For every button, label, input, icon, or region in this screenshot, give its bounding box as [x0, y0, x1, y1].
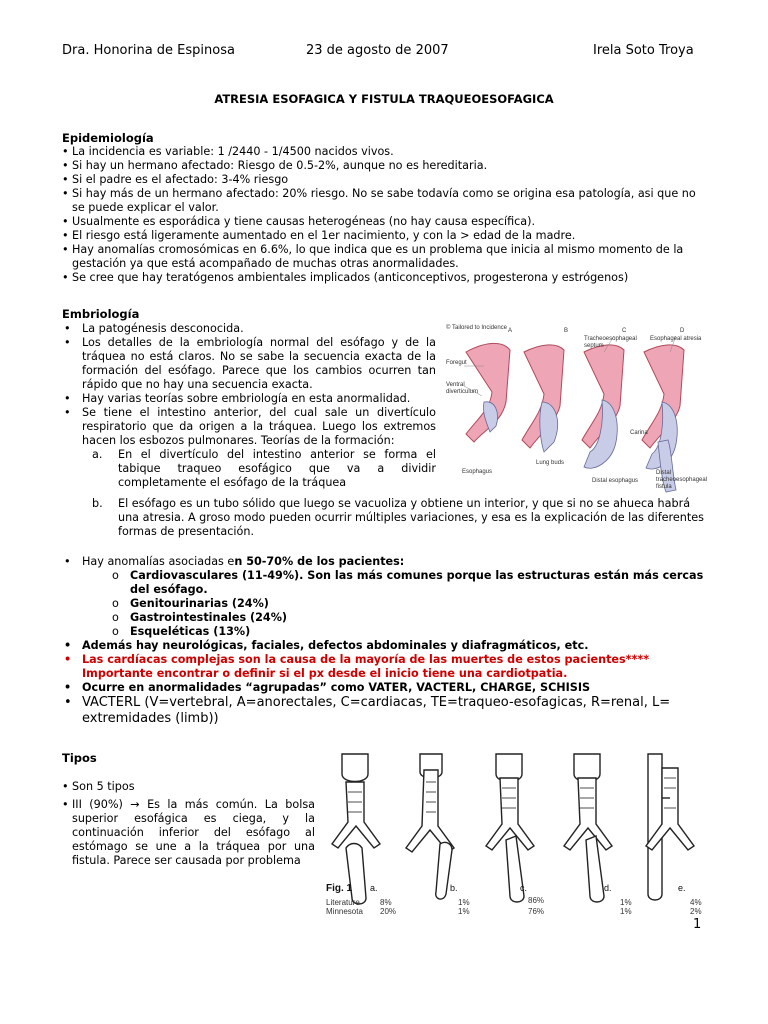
neuro-item: • Además hay neurológicas, faciales, defectos abdominales y diafragmáticos, etc.	[62, 639, 707, 653]
embriologia-heading: Embriología	[62, 307, 140, 321]
pct-cell: 1%	[458, 907, 470, 916]
types-illustration	[324, 748, 708, 920]
theory-b-marker: b.	[92, 497, 103, 510]
ventral-label: Ventral diverticulum	[446, 382, 479, 395]
page-number: 1	[693, 917, 702, 932]
type-letter: d.	[604, 883, 612, 893]
header-student: Irela Soto Troya	[593, 43, 694, 58]
epidemiologia-list	[62, 145, 702, 285]
figure-caption: © Tailored to Incidence	[446, 325, 508, 331]
list-item: • La patogénesis desconocida.	[62, 322, 436, 336]
embriologia-list	[62, 322, 436, 448]
pct-cell: 1%	[620, 898, 632, 907]
anomalias-intro-text: Hay anomalías asociadas e	[82, 555, 235, 568]
list-item: • Son 5 tipos	[62, 780, 315, 794]
list-item: o Genitourinarias (24%)	[62, 597, 707, 611]
list-item: o Gastrointestinales (24%)	[62, 611, 707, 625]
row-label-minnesota: Minnesota	[326, 907, 363, 916]
anomalias-intro-list	[62, 555, 707, 569]
list-item: • Si el padre es el afectado: 3-4% riesgo	[62, 173, 702, 187]
section-embriologia	[62, 322, 436, 490]
agrupadas-item: • Ocurre en anormalidades “agrupadas” como VATER, VACTERL, CHARGE, SCHISIS	[62, 681, 707, 695]
header-date: 23 de agosto de 2007	[306, 43, 449, 58]
pct-cell: 1%	[458, 898, 470, 907]
list-item: • Hay varias teorías sobre embriología en esta anormalidad.	[62, 392, 436, 406]
list-item: • Se tiene el intestino anterior, del cual sale un divertículo respiratorio que da origen a la tráquea. Luego los extremos hacen los esbozos pulmonares. Teorías de la formación:	[62, 406, 436, 448]
list-item: • Hay anomalías cromosómicas en 6.6%, lo que indica que es un problema que inicia al mismo momento de la gestación ya que está acompañado de muchas otras anormalidades.	[62, 243, 702, 271]
tipos-list	[62, 780, 315, 868]
list-item: • La incidencia es variable: 1 /2440 - 1/4500 nacidos vivos.	[62, 145, 702, 159]
theory-list	[62, 448, 436, 490]
section-tipos	[62, 780, 315, 868]
list-item: • Se cree que hay teratógenos ambientales implicados (anticonceptivos, progesterona y estrógenos)	[62, 271, 702, 285]
list-item: • El riesgo está ligeramente aumentado en el 1er nacimiento, y con la > edad de la madre.	[62, 229, 702, 243]
document-title: ATRESIA ESOFAGICA Y FISTULA TRAQUEOESOFAGICA	[214, 92, 554, 106]
vacterl-item: • VACTERL (V=vertebral, A=anorectales, C=cardiacas, TE=traqueo-esofagicas, R=renal, L= extremidades (limb))	[62, 695, 707, 727]
list-item: • III (90%) → Es la más común. La bolsa superior esofágica es ciega, y la continuación inferior del esófago al estómago se une a la tráquea por una fistula. Parece ser causada por problema	[62, 798, 315, 868]
theory-a-marker: a.	[92, 448, 103, 461]
section-epidemiologia	[62, 131, 702, 285]
carina-label: Carina	[630, 430, 648, 436]
type-letter: a.	[370, 883, 378, 893]
section-anomalias	[62, 555, 707, 727]
anomalias-list	[62, 569, 707, 639]
panel-label: B	[564, 328, 569, 334]
esoph-atresia-label: Esophageal atresia	[650, 336, 702, 342]
te-septum-label: Tracheoesophageal septum	[584, 336, 637, 349]
fistula-label: Distal tracheoesophageal fistula	[656, 470, 708, 490]
row-label-literature: Literature	[326, 898, 360, 907]
type-letter: e.	[678, 883, 686, 893]
list-item: • Si hay un hermano afectado: Riesgo de 0.5-2%, aunque no es hereditaria.	[62, 159, 702, 173]
theory-b-text: El esófago es un tubo sólido que luego se vacuoliza y obtiene un interior, y que si no se ahueca habrá una atresia. A groso modo pueden ocurrir múltiples variaciones, y esa es la explicación de las diferentes formas de presentación.	[118, 497, 704, 538]
pct-cell: 20%	[380, 907, 397, 916]
anomalias-intro	[62, 555, 707, 569]
panel-label: A	[508, 328, 513, 334]
list-item: o Esqueléticas (13%)	[62, 625, 707, 639]
tipos-heading: Tipos	[62, 751, 97, 765]
list-item: • Usualmente es esporádica y tiene causas heterogéneas (no hay causa específica).	[62, 215, 702, 229]
lung-buds-label: Lung buds	[536, 460, 565, 466]
pct-cell: 76%	[528, 907, 545, 916]
distal-label: Distal esophagus	[592, 478, 639, 484]
pct-cell: 86%	[528, 896, 545, 905]
panel-label: C	[622, 328, 627, 334]
theory-b-list	[62, 497, 707, 539]
theory-b	[62, 497, 707, 539]
foregut-label: Foregut	[446, 360, 467, 366]
fig-number: Fig. 1	[326, 883, 353, 894]
list-item: o Cardiovasculares (11-49%). Son las más comunes porque las estructuras están más cercas del esófago.	[62, 569, 707, 597]
theory-a-text: En el divertículo del intestino anterior se forma el tabique traqueo esofágico que va a dividir completamente el esófago de la tráquea	[118, 448, 436, 489]
header-author: Dra. Honorina de Espinosa	[62, 43, 235, 58]
anomalias-extra-list	[62, 639, 707, 727]
cardio-warning: • Las cardíacas complejas son la causa de la mayoría de las muertes de estos pacientes**** Importante encontrar o definir si el px desde el inicio tiene una cardiotpatia.	[62, 653, 707, 681]
theory-a	[62, 448, 436, 490]
pct-cell: 4%	[690, 898, 702, 907]
theory-b-item	[62, 497, 707, 539]
types-figure	[324, 748, 708, 920]
esophagus-label: Esophagus	[462, 469, 493, 475]
pct-cell: 8%	[380, 898, 392, 907]
embryology-figure	[444, 322, 706, 497]
pct-cell: 1%	[620, 907, 632, 916]
epidemiologia-heading: Epidemiología	[62, 131, 154, 145]
anomalias-intro-bold: n 50-70% de los pacientes:	[234, 555, 405, 568]
list-item: • Si hay más de un hermano afectado: 20% riesgo. No se sabe todavía como se origina esa patología, asi que no se puede explicar el valor.	[62, 187, 702, 215]
pct-cell: 2%	[690, 907, 702, 916]
list-item: • Los detalles de la embriología normal del esófago y de la tráquea no está claros. No se sabe la secuencia exacta de la formación del esófago. Parece que los cambios ocurren tan rápido que no hay una secuencia exacta.	[62, 336, 436, 392]
type-letter: c.	[520, 883, 528, 893]
type-letter: b.	[450, 883, 458, 893]
panel-label: D	[680, 328, 685, 334]
